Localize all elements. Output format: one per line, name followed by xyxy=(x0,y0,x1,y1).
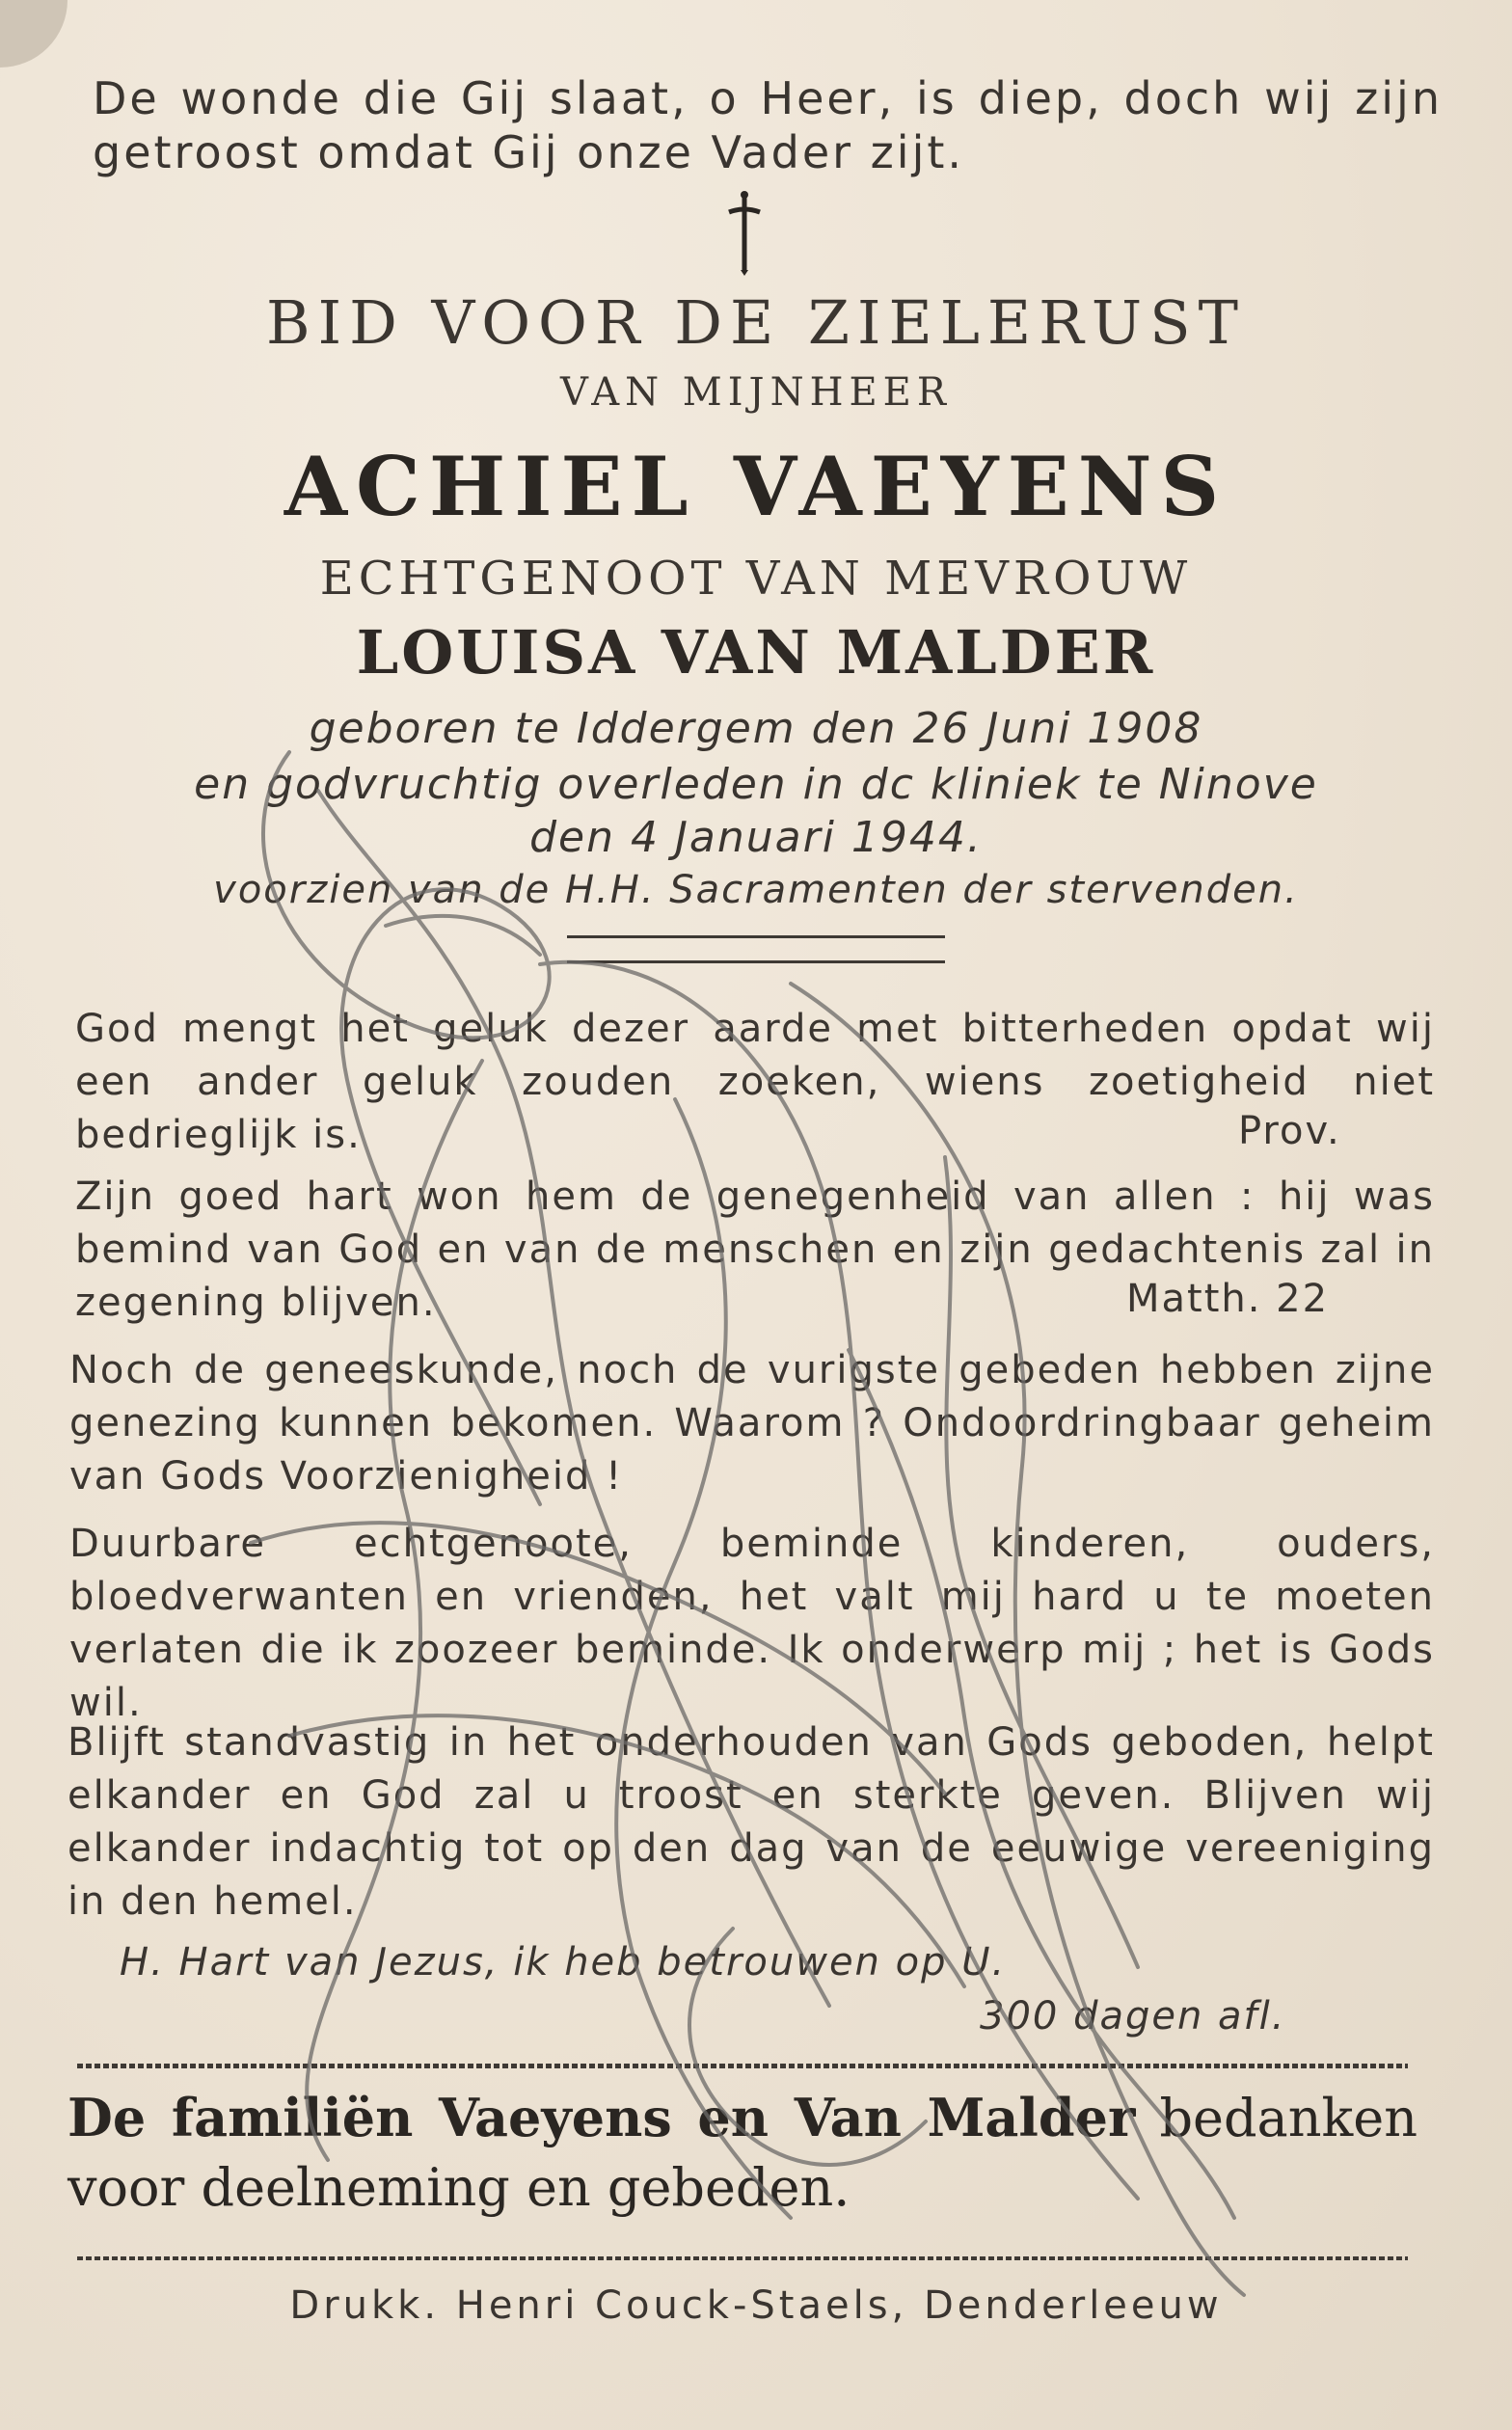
paragraph-1: God mengt het geluk dezer aarde met bitterheden opdat wij een ander geluk zouden zoeken, wiens zoetigheid niet bedrieglijk is. xyxy=(75,1007,1435,1157)
epigraph: De wonde die Gij slaat, o Heer, is diep, doch wij zijn getroost omdat Gij onze Vader zijt. xyxy=(93,72,1443,178)
paragraph-4: Duurbare echtgenoote, beminde kinderen, ouders, bloedverwanten en vrienden, het valt mij hard u te moeten verlaten die ik zoozeer beminde. Ik onderwerp mij ; het is Gods wil. xyxy=(69,1522,1435,1725)
divider-double-top xyxy=(567,935,945,938)
death-date-line: den 4 Januari 1944. xyxy=(529,813,983,862)
cross-icon xyxy=(716,189,773,276)
paragraph-5: Blijft standvastig in het onderhouden van Gods geboden, helpt elkander en God zal u troost en sterkte geven. Blijven wij elkander indachtig tot op den dag van de eeuwige vereeniging in den hemel. xyxy=(68,1720,1435,1924)
divider-dotted-bottom xyxy=(77,2256,1408,2260)
indulgence-line: 300 dagen afl. xyxy=(980,1994,1286,2038)
families-name: De familiën Vaeyens en Van Malder xyxy=(68,2087,1136,2148)
reference-matth: Matth. 22 xyxy=(1126,1277,1330,1321)
divider-double-bottom xyxy=(567,960,945,963)
mister-line: VAN MIJNHEER xyxy=(560,370,952,415)
paragraph-2: Zijn goed hart won hem de genegenheid van allen : hij was bemind van God en van de menschen en zijn gedachtenis zal in zegening blijven. xyxy=(75,1174,1435,1325)
deceased-name: ACHIEL VAEYENS xyxy=(284,439,1228,534)
pray-heading: BID VOOR DE ZIELERUST xyxy=(266,287,1246,358)
reference-prov: Prov. xyxy=(1238,1109,1341,1153)
spouse-name: LOUISA VAN MALDER xyxy=(356,617,1156,688)
torn-corner xyxy=(0,0,68,68)
death-line: en godvruchtig overleden in dc kliniek te Ninove xyxy=(194,760,1318,809)
spouse-of-line: ECHTGENOOT VAN MEVROUW xyxy=(319,552,1193,606)
sacraments-line: voorzien van de H.H. Sacramenten der stervenden. xyxy=(213,868,1299,912)
birth-line: geboren te Iddergem den 26 Juni 1908 xyxy=(309,704,1203,753)
divider-dotted-top xyxy=(77,2064,1408,2068)
thanks-block xyxy=(68,2083,1418,2223)
printer-line: Drukk. Henri Couck-Staels, Denderleeuw xyxy=(289,2283,1223,2328)
thanks-text: bedanken voor deelneming en gebeden. xyxy=(68,2088,1418,2218)
prayer-line: H. Hart van Jezus, ik heb betrouwen op U. xyxy=(120,1940,1007,1984)
paragraph-3: Noch de geneeskunde, noch de vurigste gebeden hebben zijne genezing kunnen bekomen. Waarom ? Ondoordringbaar geheim van Gods Voorzienigheid ! xyxy=(69,1348,1435,1498)
